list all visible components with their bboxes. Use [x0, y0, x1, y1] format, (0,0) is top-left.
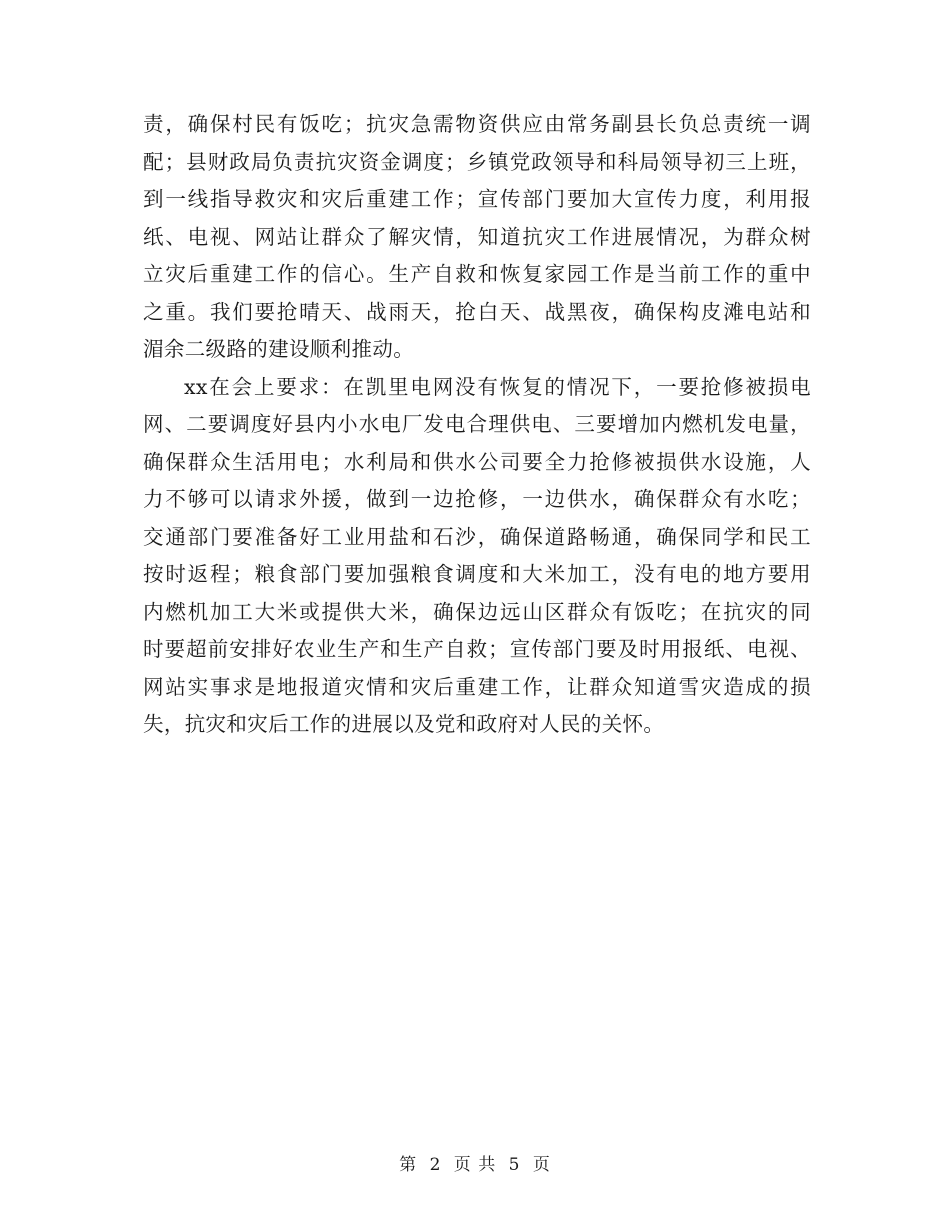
footer-middle: 页 共: [453, 1155, 497, 1175]
text-line: 力不够可以请求外援，做到一边抢修，一边供水，确保群众有水吃；: [143, 487, 811, 511]
text-line: 配；县财政局负责抗灾资金调度；乡镇党政领导和科局领导初三上班，: [143, 149, 811, 174]
total-pages-number: 5: [508, 1155, 521, 1175]
footer-prefix: 第: [399, 1155, 418, 1175]
text-line: xx在会上要求：在凯里电网没有恢复的情况下，一要抢修被损电: [184, 374, 811, 399]
text-line: 交通部门要准备好工业用盐和石沙，确保道路畅通，确保同学和民工: [143, 524, 811, 549]
text-line: 立灾后重建工作的信心。生产自救和恢复家园工作是当前工作的重中: [143, 262, 811, 286]
text-line: 时要超前安排好农业生产和生产自救；宣传部门要及时用报纸、电视、: [143, 637, 811, 661]
footer-suffix: 页: [532, 1155, 551, 1175]
text-line: 按时返程；粮食部门要加强粮食调度和大米加工，没有电的地方要用: [143, 562, 811, 586]
text-line: 网站实事求是地报道灾情和灾后重建工作，让群众知道雪灾造成的损: [143, 674, 811, 699]
paragraph-1: [143, 106, 811, 369]
body-text: [143, 106, 811, 744]
text-line: 内燃机加工大米或提供大米，确保边远山区群众有饭吃；在抗灾的同: [143, 599, 811, 624]
current-page-number: 2: [429, 1155, 442, 1175]
text-line: 纸、电视、网站让群众了解灾情，知道抗灾工作进展情况，为群众树: [143, 224, 811, 249]
text-line: 之重。我们要抢晴天、战雨天，抢白天、战黑夜，确保构皮滩电站和: [143, 299, 811, 324]
text-line: 确保群众生活用电；水利局和供水公司要全力抢修被损供水设施，人: [143, 449, 811, 474]
text-line: 网、二要调度好县内小水电厂发电合理供电、三要增加内燃机发电量，: [143, 412, 811, 436]
page-footer: [0, 1154, 950, 1176]
paragraph-2: [143, 369, 811, 744]
text-line: 到一线指导救灾和灾后重建工作；宣传部门要加大宣传力度，利用报: [143, 187, 811, 211]
text-line: 责，确保村民有饭吃；抗灾急需物资供应由常务副县长负总责统一调: [143, 112, 811, 136]
text-line: 失，抗灾和灾后工作的进展以及党和政府对人民的关怀。: [143, 712, 665, 736]
text-line: 湄余二级路的建设顺利推动。: [143, 337, 415, 361]
